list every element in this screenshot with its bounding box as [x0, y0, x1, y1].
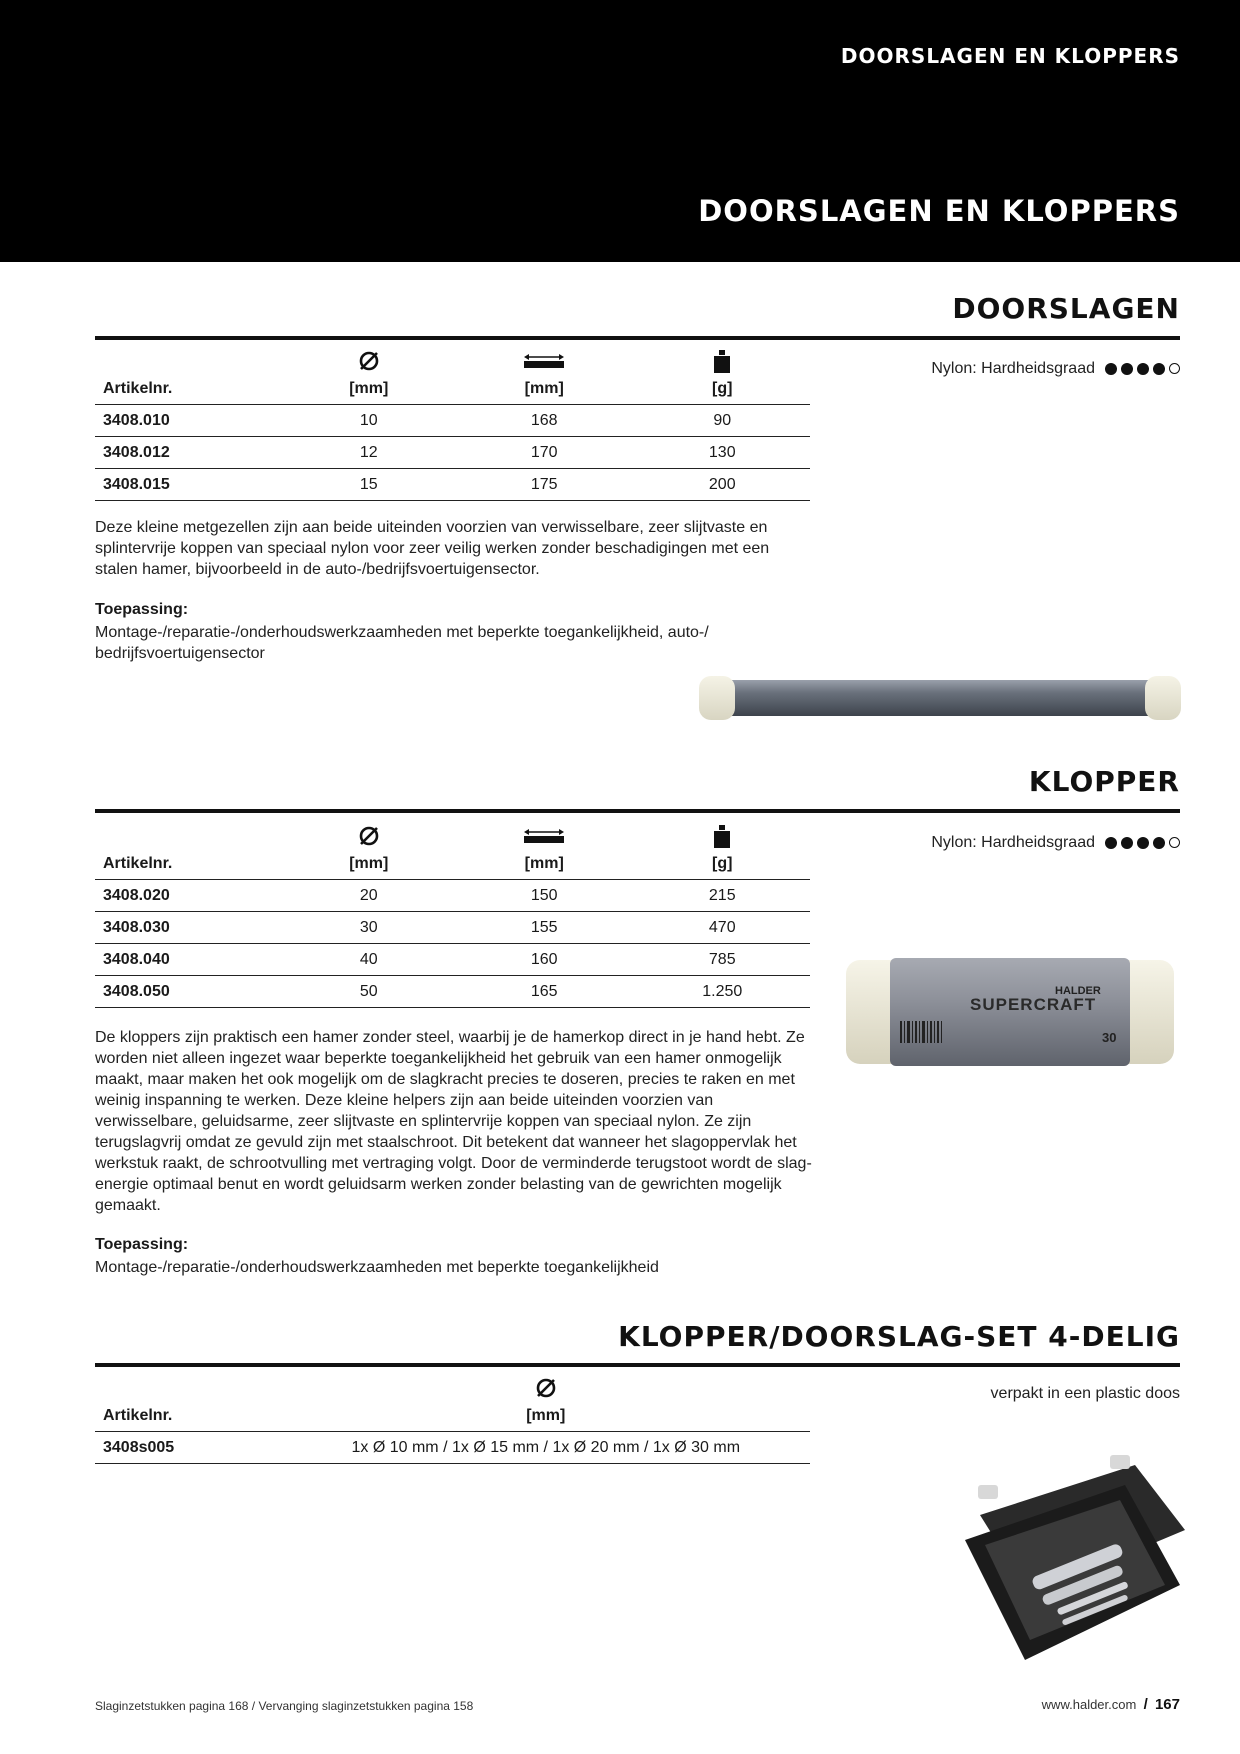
diameter-value: 50 [284, 976, 454, 1008]
weight-value: 200 [634, 469, 810, 501]
rating-dot-filled [1121, 837, 1133, 849]
weight-value: 785 [634, 944, 810, 976]
article-number: 3408.020 [95, 880, 284, 912]
column-header-length: [mm] [524, 855, 564, 872]
set-case-image [960, 1445, 1190, 1690]
table-row [95, 880, 810, 912]
application-text: Montage-/reparatie-/onderhoudswerkzaamheden met beperkte toegankelijkheid [95, 1259, 659, 1276]
hardness-rating [1105, 837, 1180, 849]
image-size-label: 30 [1102, 1030, 1117, 1045]
weight-value: 1.250 [634, 976, 810, 1008]
column-header-diameter: [mm] [349, 380, 389, 397]
length-value: 175 [454, 469, 635, 501]
rating-dot-filled [1105, 837, 1117, 849]
image-brand-label: HALDER [1055, 985, 1101, 997]
product-description: Deze kleine metgezellen zijn aan beide uiteinden voorzien van verwisselbare, zeer slijtvaste en splintervrije koppen van speciaal nylon voor zeer veilig werken zonder beschadigingen met een stalen hamer, bijvoorbeeld in de auto-/bedrijfsvoertuigensector. [95, 519, 770, 578]
weight-value: 90 [634, 405, 810, 437]
diameter-icon [284, 825, 454, 855]
footer-separator: / [1143, 1696, 1148, 1713]
hardness-label: Nylon: Hardheidsgraad [931, 360, 1095, 377]
article-number: 3408.015 [95, 469, 284, 501]
page-number: 167 [1154, 1696, 1180, 1713]
length-value: 170 [454, 437, 635, 469]
column-header-diameter: [mm] [349, 855, 389, 872]
article-number: 3408s005 [95, 1432, 282, 1464]
category-label: DOORSLAGEN EN KLOPPERS [840, 44, 1180, 68]
column-header-artikelnr: Artikelnr. [103, 1407, 173, 1424]
chapter-title: DOORSLAGEN EN KLOPPERS [698, 194, 1180, 228]
hardness-note [931, 360, 1180, 378]
column-header-artikelnr: Artikelnr. [103, 855, 173, 872]
set-contents: 1x Ø 10 mm / 1x Ø 15 mm / 1x Ø 20 mm / 1x Ø 30 mm [282, 1432, 810, 1464]
rating-dot-filled [1137, 363, 1149, 375]
hardness-note [931, 834, 1180, 852]
packaging-label: verpakt in een plastic doos [990, 1385, 1180, 1402]
section-rule [95, 809, 1180, 813]
section-rule [95, 1363, 1180, 1367]
table-row [95, 912, 810, 944]
diameter-icon [282, 1377, 810, 1407]
rating-dot-filled [1137, 837, 1149, 849]
diameter-value: 40 [284, 944, 454, 976]
section-rule [95, 336, 1180, 340]
article-number: 3408.010 [95, 405, 284, 437]
application-heading: Toepassing: [95, 601, 189, 618]
section-title-set: KLOPPER/DOORSLAG-SET 4-DELIG [618, 1320, 1180, 1353]
section-title-doorslagen: DOORSLAGEN [952, 292, 1180, 325]
product-description: De kloppers zijn praktisch een hamer zonder steel, waarbij je de hamerkop direct in je hand hebt. Ze worden niet alleen ingezet waar beperkte toegankelijkheid het gebruik van een hamer onmogelijk maakt, maar maken het ook mogelijk om de slagkracht precies te doseren, precies te raken en met weinig inspanning te werken. Deze kleine helpers zijn aan beide uiteinden voorzien van verwisselbare, geluidsarme, zeer slijtvaste en splintervrije koppen van speciaal nylon. Ze zijn terugslagvrij omdat ze gevuld zijn met staalschroot. Dit betekent dat wanneer het slagoppervlak het werkstuk raakt, de schrootvulling met vertraging volgt. Door de verminderde terugstoot wordt de slag-energie optimaal benut en wordt geluidsarm werken zonder belasting van de gewrichten mogelijk gemaakt. [95, 1029, 812, 1214]
length-value: 168 [454, 405, 635, 437]
table-row [95, 1432, 810, 1464]
weight-icon [634, 350, 810, 380]
rating-dot-filled [1105, 363, 1117, 375]
diameter-value: 10 [284, 405, 454, 437]
rating-dot-empty [1169, 837, 1180, 848]
application-heading: Toepassing: [95, 1236, 189, 1253]
diameter-value: 12 [284, 437, 454, 469]
diameter-value: 30 [284, 912, 454, 944]
footer-page-info [1042, 1696, 1180, 1713]
length-icon [454, 350, 635, 380]
length-icon [454, 825, 635, 855]
hardness-rating [1105, 363, 1180, 375]
weight-value: 215 [634, 880, 810, 912]
column-header-length: [mm] [524, 380, 564, 397]
table-row [95, 976, 810, 1008]
rating-dot-filled [1153, 363, 1165, 375]
article-number: 3408.012 [95, 437, 284, 469]
diameter-value: 20 [284, 880, 454, 912]
product-table-set [95, 1377, 810, 1464]
length-value: 150 [454, 880, 635, 912]
product-table-klopper [95, 825, 810, 1008]
section-title-klopper: KLOPPER [1028, 765, 1180, 798]
length-value: 155 [454, 912, 635, 944]
diameter-value: 15 [284, 469, 454, 501]
footer-crossref: Slaginzetstukken pagina 168 / Vervanging slaginzetstukken pagina 158 [95, 1699, 474, 1713]
klopper-image [840, 955, 1180, 1075]
table-row [95, 469, 810, 501]
article-number: 3408.030 [95, 912, 284, 944]
length-value: 160 [454, 944, 635, 976]
hardness-label: Nylon: Hardheidsgraad [931, 834, 1095, 851]
product-table-doorslagen [95, 350, 810, 501]
column-header-weight: [g] [712, 380, 733, 397]
weight-icon [634, 825, 810, 855]
weight-value: 130 [634, 437, 810, 469]
article-number: 3408.050 [95, 976, 284, 1008]
table-row [95, 944, 810, 976]
length-value: 165 [454, 976, 635, 1008]
footer-website: www.halder.com [1041, 1697, 1137, 1712]
table-row [95, 405, 810, 437]
column-header-artikelnr: Artikelnr. [103, 380, 173, 397]
image-product-label: SUPERCRAFT [970, 995, 1097, 1014]
column-header-diameter: [mm] [526, 1407, 566, 1424]
weight-value: 470 [634, 912, 810, 944]
application-text: Montage-/reparatie-/onderhoudswerkzaamheden met beperkte toegankelijkheid, auto-/ bedrijfsvoertuigensector [95, 624, 709, 662]
table-row [95, 437, 810, 469]
article-number: 3408.040 [95, 944, 284, 976]
rating-dot-filled [1153, 837, 1165, 849]
rating-dot-filled [1121, 363, 1133, 375]
packaging-note [991, 1385, 1180, 1403]
doorslag-image [695, 670, 1185, 735]
column-header-weight: [g] [712, 855, 733, 872]
diameter-icon [284, 350, 454, 380]
rating-dot-empty [1169, 363, 1180, 374]
